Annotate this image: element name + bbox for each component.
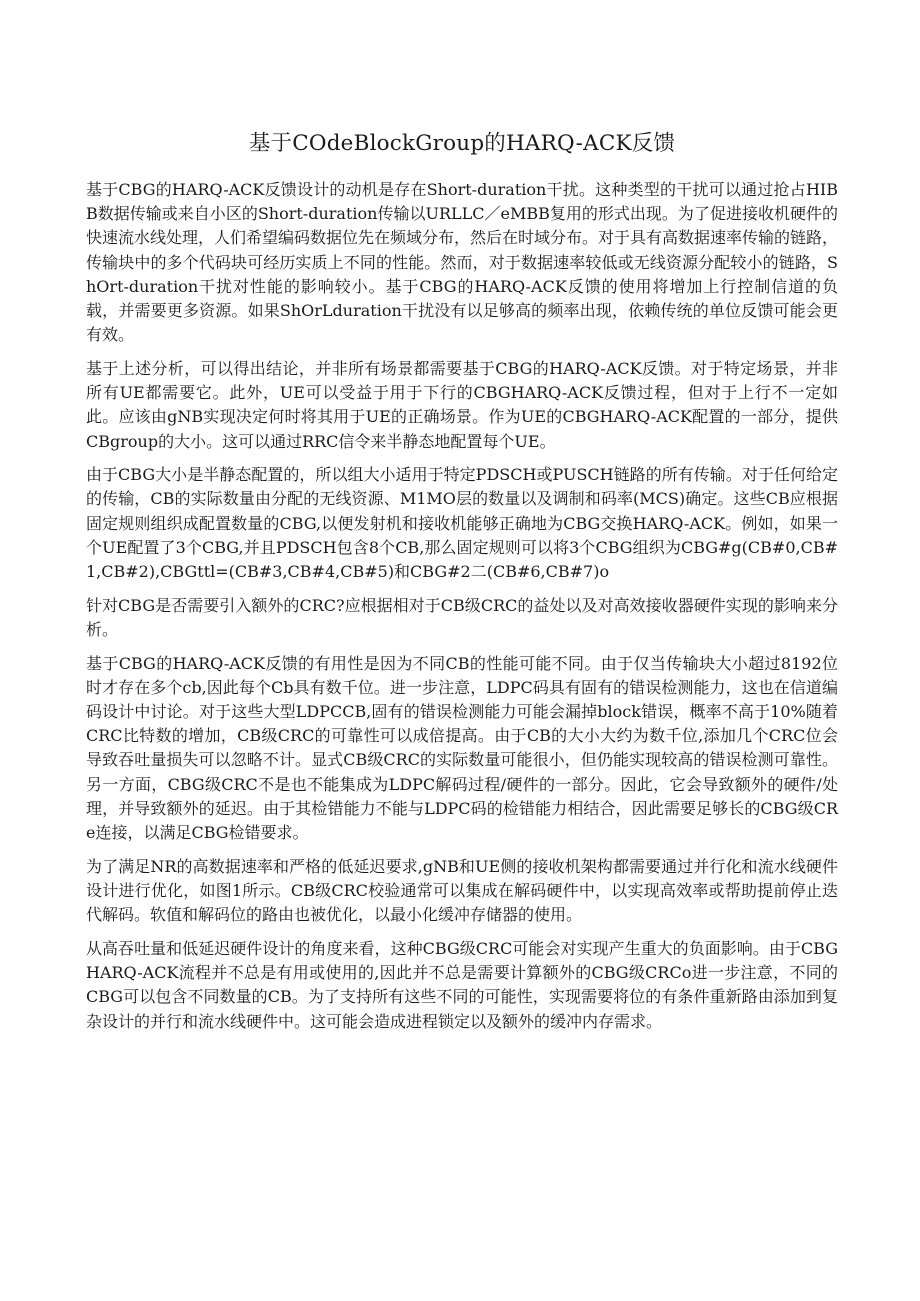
document-title: 基于COdeBlockGroup的HARQ-ACK反馈 [248, 131, 676, 156]
paragraph-4: 针对CBG是否需要引入额外的CRC?应根据相对于CB级CRC的益处以及对高效接收器硬件实现的影响来分析。 [86, 595, 838, 639]
document-page [86, 128, 838, 1043]
paragraph-5: 基于CBG的HARQ-ACK反馈的有用性是因为不同CB的性能可能不同。由于仅当传输块大小超过8192位时才存在多个cb,因此每个Cb具有数千位。进一步注意，LDPC码具有固有的错误检测能力，这也在信道编码设计中讨论。对于这些大型LDPCCB,固有的错误检测能力可能会漏掉block错误，概率不高于10%随着CRC比特数的增加，CB级CRC的可靠性可以成倍提高。由于CB的大小大约为数千位,添加几个CRC位会导致吞吐量损失可以忽略不计。显式CB级CRC的实际数量可能很小，但仍能实现较高的错误检测可靠性。另一方面，CBG级CRC不是也不能集成为LDPC解码过程/硬件的一部分。因此，它会导致额外的硬件/处理，并导致额外的延迟。由于其检错能力不能与LDPC码的检错能力相结合，因此需要足够长的CBG级CRe连接，以满足CBG检错要求。 [86, 653, 838, 843]
paragraph-7: 从高吞吐量和低延迟硬件设计的角度来看，这种CBG级CRC可能会对实现产生重大的负面影响。由于CBGHARQ-ACK流程并不总是有用或使用的,因此并不总是需要计算额外的CBG级CRCo进一步注意，不同的CBG可以包含不同数量的CB。为了支持所有这些不同的可能性，实现需要将位的有条件重新路由添加到复杂设计的并行和流水线硬件中。这可能会造成进程锁定以及额外的缓冲内存需求。 [86, 938, 838, 1031]
paragraph-1: 基于CBG的HARQ-ACK反馈设计的动机是存在Short-duration干扰。这种类型的干扰可以通过抢占HIBB数据传输或来自小区的Short-duration传输以URLLC／eMBB复用的形式出现。为了促进接收机硬件的快速流水线处理，人们希望编码数据位先在频域分布，然后在时域分布。对于具有高数据速率传输的链路，传输块中的多个代码块可经历实质上不同的性能。然而，对于数据速率较低或无线资源分配较小的链路，ShOrt-duration干扰对性能的影响较小。基于CBG的HARQ-ACK反馈的使用将增加上行控制信道的负载，并需要更多资源。如果ShOrLduration干扰没有以足够高的频率出现，依赖传统的单位反馈可能会更有效。 [86, 180, 839, 345]
paragraph-6: 为了满足NR的高数据速率和严格的低延迟要求,gNB和UE侧的接收机架构都需要通过并行化和流水线硬件设计进行优化，如图1所示。CB级CRC校验通常可以集成在解码硬件中，以实现高效率或帮助提前停止迭代解码。软值和解码位的路由也被优化，以最小化缓冲存储器的使用。 [86, 856, 838, 925]
paragraph-2: 基于上述分析，可以得出结论，并非所有场景都需要基于CBG的HARQ-ACK反馈。对于特定场景，并非所有UE都需要它。此外，UE可以受益于用于下行的CBGHARQ-ACK反馈过程，但对于上行不一定如此。应该由gNB实现决定何时将其用于UE的正确场景。作为UE的CBGHARQ-ACK配置的一部分，提供CBgroup的大小。这可以通过RRC信令来半静态地配置每个UE。 [86, 358, 838, 451]
paragraph-3: 由于CBG大小是半静态配置的，所以组大小适用于特定PDSCH或PUSCH链路的所有传输。对于任何给定的传输，CB的实际数量由分配的无线资源、M1MO层的数量以及调制和码率(MCS)确定。这些CB应根据固定规则组织成配置数量的CBG,以便发射机和接收机能够正确地为CBG交换HARQ-ACK。例如，如果一个UE配置了3个CBG,并且PDSCH包含8个CB,那么固定规则可以将3个CBG组织为CBG#g(CB#0,CB#1,CB#2),CBGttl=(CB#3,CB#4,CB#5)和CBG#2二(CB#6,CB#7)o [86, 465, 838, 582]
